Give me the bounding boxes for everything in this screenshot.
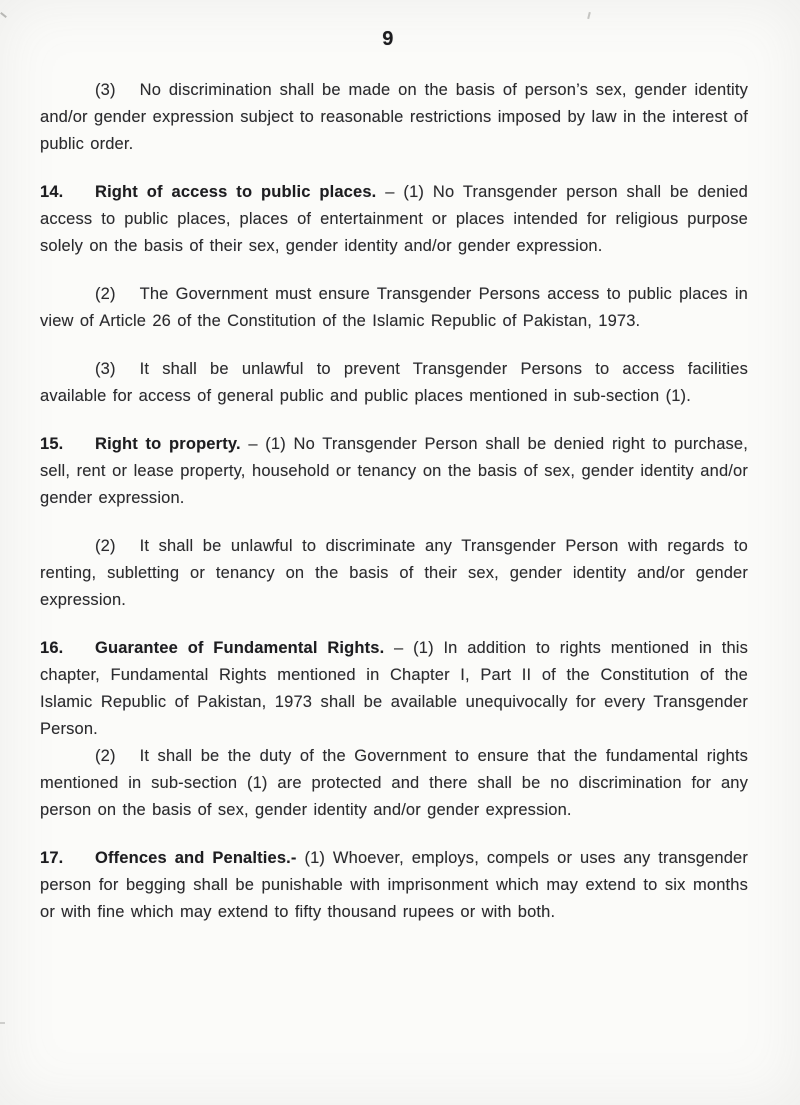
clause-label: (3) [95,360,116,378]
clause-label: (3) [95,81,116,99]
section-paragraph [40,179,748,260]
section-paragraph [40,845,748,926]
clause-text: It shall be the duty of the Government to ensure that the fundamental rights mentioned in sub-section (1) are protected and there shall be no discrimination for any person on the basis of sex, gender identity and/or gender expression. [40,747,748,819]
section-title: Right of access to public places. [95,183,377,201]
sub-paragraph [40,743,748,824]
section-number: 14. [40,183,64,201]
page-number: 9 [382,28,394,50]
section-number: 16. [40,639,64,657]
document-body [40,77,748,926]
sub-paragraph [40,533,748,614]
section-text: (1) Whoever, employs, compels or uses any transgender person for begging shall be punishable with imprisonment which may extend to six months or with fine which may extend to fifty thousand rupees or with both. [40,849,749,921]
sub-paragraph [40,77,748,158]
clause-label: (2) [95,747,116,765]
sub-paragraph [40,281,748,335]
section-number: 17. [40,849,64,867]
section-text: – (1) No Transgender person shall be denied access to public places, places of entertainment or places intended for religious purpose solely on the basis of their sex, gender identity and/or gender expression. [40,183,749,255]
section-text: – (1) No Transgender Person shall be denied right to purchase, sell, rent or lease property, household or tenancy on the basis of sex, gender identity and/or gender expression. [40,435,748,507]
section-title: Right to property. [95,435,241,453]
section-title: Offences and Penalties.- [95,849,297,867]
clause-label: (2) [95,285,116,303]
section-number: 15. [40,435,64,453]
clause-text: The Government must ensure Transgender Persons access to public places in view of Article 26 of the Constitution of the Islamic Republic of Pakistan, 1973. [40,285,748,330]
section-title: Guarantee of Fundamental Rights. [95,639,385,657]
clause-text: It shall be unlawful to prevent Transgender Persons to access facilities available for access of general public and public places mentioned in sub-section (1). [40,360,748,405]
section-paragraph [40,431,748,512]
section-text: – (1) In addition to rights mentioned in this chapter, Fundamental Rights mentioned in Chapter I, Part II of the Constitution of the Islamic Republic of Pakistan, 1973 shall be available unequivocally for every Transgender Person. [40,639,749,738]
scan-artifact [0,1022,5,1024]
clause-label: (2) [95,537,116,555]
section-paragraph [40,635,748,743]
clause-text: No discrimination shall be made on the basis of person’s sex, gender identity and/or gender expression subject to reasonable restrictions imposed by law in the interest of public order. [40,81,748,153]
sub-paragraph [40,356,748,410]
clause-text: It shall be unlawful to discriminate any Transgender Person with regards to renting, subletting or tenancy on the basis of their sex, gender identity and/or gender expression. [40,537,748,609]
